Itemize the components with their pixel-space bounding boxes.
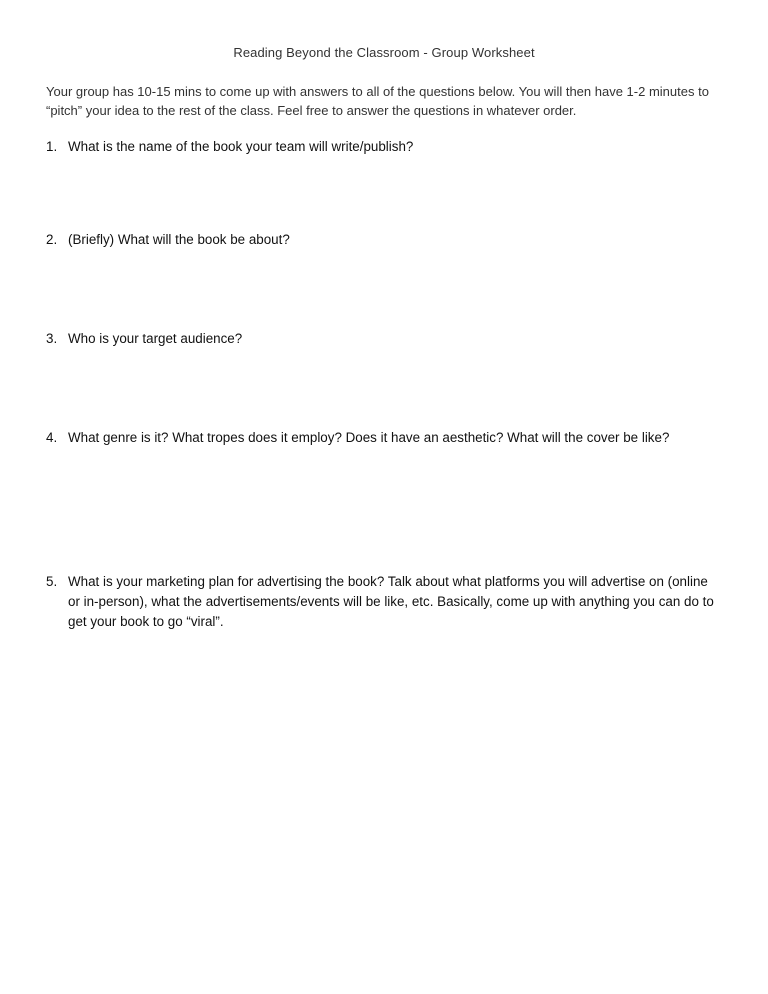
question-number: 2. <box>46 232 58 247</box>
question-text: What is the name of the book your team will write/publish? <box>68 139 414 154</box>
question-2 <box>46 230 722 250</box>
question-4 <box>46 428 722 448</box>
question-number: 1. <box>46 139 58 154</box>
question-text: (Briefly) What will the book be about? <box>68 232 290 247</box>
question-text: What is your marketing plan for advertising the book? Talk about what platforms you will advertise on (online or in-person), what the advertisements/events will be like, etc. Basically, come up with anything you can do to get your book to go “viral”. <box>68 574 714 629</box>
instructions-paragraph: Your group has 10-15 mins to come up with answers to all of the questions below. You will then have 1-2 minutes to “pitch” your idea to the rest of the class. Feel free to answer the questions in whatever order. <box>46 84 709 118</box>
worksheet-title: Reading Beyond the Classroom - Group Worksheet <box>233 45 535 60</box>
question-5 <box>46 572 722 632</box>
question-number: 5. <box>46 574 58 589</box>
question-3 <box>46 329 722 349</box>
question-text: What genre is it? What tropes does it employ? Does it have an aesthetic? What will the cover be like? <box>68 430 670 445</box>
question-number: 3. <box>46 331 58 346</box>
question-number: 4. <box>46 430 58 445</box>
question-text: Who is your target audience? <box>68 331 243 346</box>
question-1 <box>46 137 722 157</box>
